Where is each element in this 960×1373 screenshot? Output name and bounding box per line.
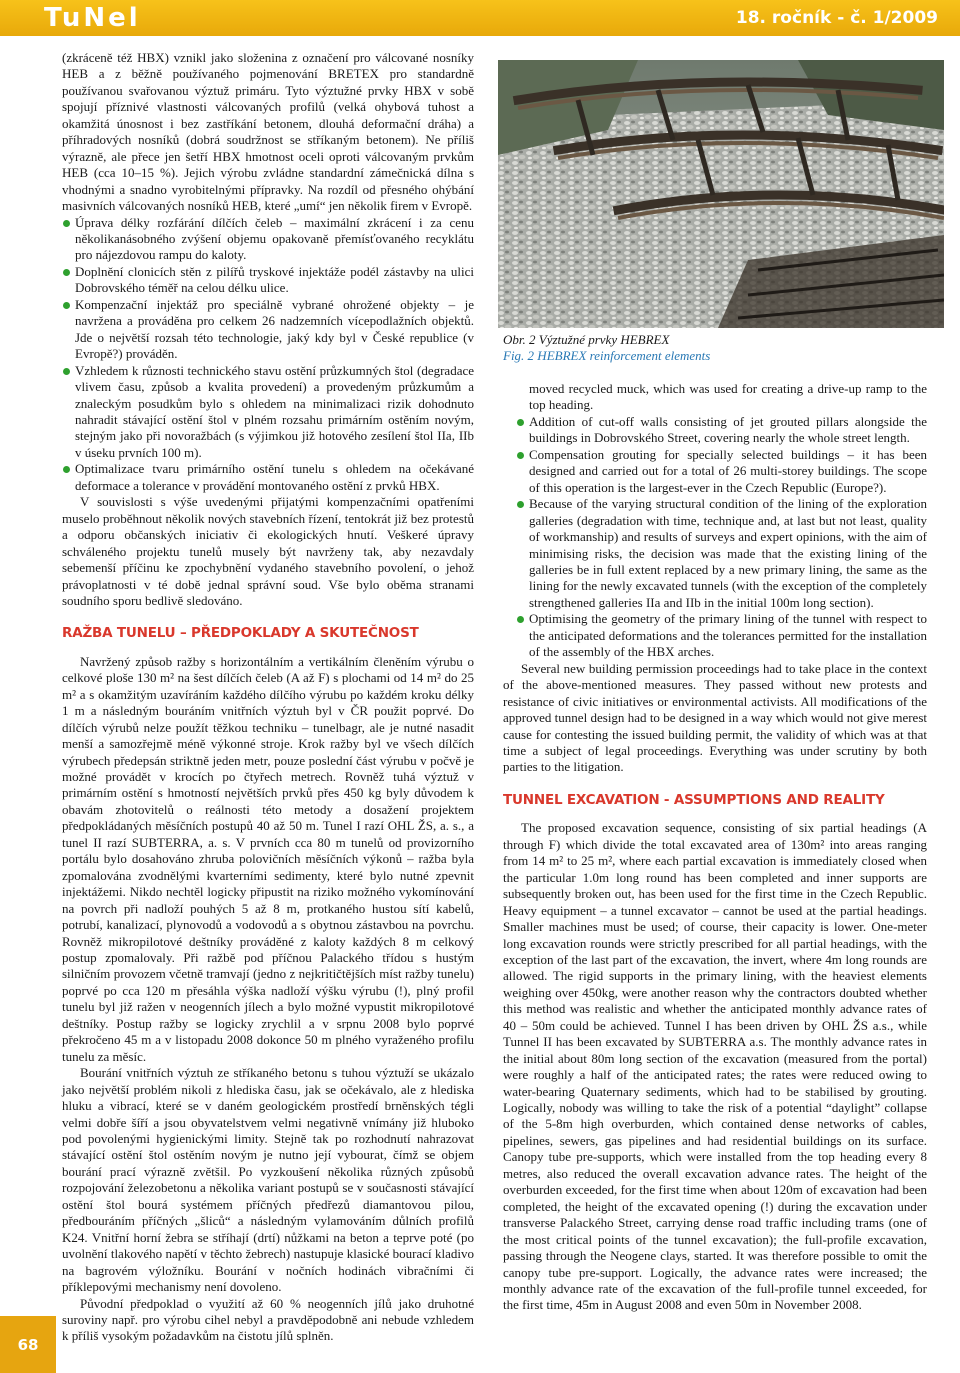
- right-paragraph: The proposed excavation sequence, consisting of six partial headings (A through F) which divide the total excavated area of 130m² into areas ranging from 14 m² to 25 m², where each partial excavation is immediately closed when the particular 1.0m long round has been completed and inner supports are subsequently broken out, has been used for the first time in the Czech Republic. Heavy equipment – a tunnel excavator – cannot be used at the partial headings. Smaller machines must be used; of course, their capacity is lower. One-meter long excavation rounds were strictly prescribed for all partial headings, with the exception of the last part of the excavation, the invert, where 4m long rounds are allowed. The rigid supports in the primary lining, with the heaviest elements weighing over 450kg, were another reason why the contractors doubted whether this method was realistic and whether the anticipated monthly advance rates of 40 – 50m could be achieved. Tunnel I has been driven by OHL ŽS a.s., while Tunnel II has been excavated by SUBTERRA a.s. The monthly advance rates in the initial about 80m long section of the excavation (measured from the portal) were roughly a half of the anticipated rates; the rates were reduced owing to water-bearing Quaternary sediments, which had to be stabilised by grouting. Logically, nobody was willing to take the risk of a potential “daylight” collapse of the 5-8m high overburden, which contained dense networks of cables, pipelines, sewers, gas pipelines and had residential buildings on its surface. Canopy tube pre-supports, which were installed from the top heading every 8 metres, also reduced the overall excavation advance rates. The height of the overburden exceeded, for the first time when about 120m of excavation had been completed, the height of the excavated opening (!) during the excavation under transverse Palackého Street, carrying dense road traffic including trams (one of the most critical points of the tunnel excavation); the full-profile excavation, passing through the Neogene clays, started. It was therefore possible to omit the canopy tube pre-support. Logically, the advance rates were increased; the monthly advance rate of the excavation of the full-profile tunnel exceeded, for the first time, 45m in August 2008 and even 50m in November 2008.: [503, 820, 927, 1313]
- left-paragraph: Původní předpoklad o využití až 60 % neogenních jílů jako druhotné suroviny např. pro výrobu cihel nebyl a pravděpodobně ani nebude vzhledem k příliš vysokým požadavkům na čistotu jílů splněn.: [62, 1295, 474, 1344]
- left-paragraph: Bourání vnitřních výztuh ze stříkaného betonu s tuhou výztuží se ukázalo jako největší problém nikoli z hlediska času, jak se očekávalo, ale z hlediska hluku a vibrací, které se v daném geologickém prostředí brněnských tégli velmi dobře šíří a jsou obyvatelstvem velmi negativně vnímány již hluboko pod povolenými hygienickými limity. Stejně tak po rozhodnutí nahrazovat stávající ostění štol ostěním novým je nutno její vybourat, čímž se objem bourání prací výrazně zvětšil. Po vyzkoušení několika různých způsobů rozpojování železobetonu a několika variant postupů se v současnosti stávající ostění štol bourá systémem příčných předřezů diamantovou pilou, předbouráním příčných „šliců“ a následným vylamováním důlních profilů K24. Vnitřní horní žebra se stříhají (drtí) nůžkami na beton a teprve poté (po uvolnění tlakového napětí v těchto žebrech) nastupuje klasické bourací kladivo na bagrovém výložníku. Bourání v nočních hodinách vibračními či příklepovými mechanismy není dovoleno.: [62, 1065, 474, 1295]
- right-bullet-list: [503, 414, 927, 661]
- page-number: 68: [0, 1316, 56, 1373]
- right-continued-text: moved recycled muck, which was used for creating a drive-up ramp to the top heading.: [529, 381, 927, 413]
- right-paragraph: Several new building permission proceedings had to take place in the context of the above-mentioned measures. They passed without new protests and resistance of civic initiatives or environmental activists. All modifications of the approved tunnel design had to be designed in a way which would not give merest cause for contesting the issued building permit, the validity of which was at that time a subject of legal proceedings. Everything was under scrutiny by both parties to the litigation.: [503, 660, 927, 775]
- left-bullet-list: [62, 215, 474, 495]
- figure-caption: [503, 332, 710, 364]
- left-paragraph: Navržený způsob ražby s horizontálním a vertikálním členěním výrubu o celkové ploše 130 m² na šest dílčích čeleb (A až F) s plochami od 14 m² do 25 m² a s okamžitým uzavíráním každého dílčího výrubu po každém kroku délky 1 m a následným bouráním vnitřních výztuh byl v ČR použit poprvé. Do dílčích výrubů nelze použít těžkou techniku – tunelbagr, ale je nutné nasadit menší a samozřejmě méně výkonné stroje. Krok ražby byl ve všech dílčích výrubech předepsán striktně jeden metr, pouze poslední část výrubu v počvě je možné provádět v krocích po čtyřech metrech. Rovněž tuhá výztuž v primárním ostění s hmotností největších prvků přes 450 kg byly důvodem k obavám zhotovitelů o reálnosti této metody a dosažení projektem předpokládaných měsíčních postupů 40 až 50 m. Tunel I razí OHL ŽS, a. s., a tunel II razí SUBTERRA, a. s. V prvních cca 80 m tunelů od provizorního portálu bylo dosahováno zhruba polovičních měsíčních výkonů – ražba byla zpomalována zvodnělými kvarterními sedimenty, které bylo nutné zpevnit injektážemi. Nikdo nechtěl logicky připustit na riziko možného vykomínování na povrch při nadloží pouhých 5 až 8 m, protkaného hustou sítí kabelů, potrubí, kanalizací, plynovodů a vodovodů a s obytnou zástavbou na povrchu. Rovněž mikropilotové deštníky prováděné z kaloty každých 8 m celkový postup zpomalovaly. Při ražbě pod příčnou Palackého třídou s hustým silničním provozem včetně tramvají (jedno z nejkritičtějších míst ražby tunelu) poprvé po cca 120 m přesáhla výška nadloží výšku výrubu (!), plný profil tunelu byl již ražen v neogenních jílech a bylo možné vypustit mikropilotové deštníky. Postup ražby se logicky zrychlil a v srpnu 2008 bylo poprvé překročeno 45 m a v listopadu 2008 dokonce 50 m plného vyraženého profilu tunelu za měsíc.: [62, 653, 474, 1064]
- left-bullet-item: Doplnění clonicích stěn z pilířů tryskové injektáže podél zástavby na ulici Dobrovského téměř na celou délku ulice.: [62, 264, 474, 297]
- right-bullet-item: Optimising the geometry of the primary lining of the tunnel with respect to the anticipated deformations and the tolerances permitted for the installation of the assembly of the HBX arches.: [516, 611, 927, 660]
- left-intro-paragraph: (zkráceně též HBX) vznikl jako složenina z označení pro válcované nosníky HEB a z běžně používaného pojmenování BRETEX pro standardně používanou svařovanou výztuž primáru. Tyto výztužné prvky HBX v sobě spojují příznivé vlastnosti válcovaných profilů (velká ohybová tuhost a okamžitá únosnost i bez zastříkání betonem, dlouhá deformační dráha) a příhradových nosníků (dobrá soudržnost se stříkaným betonem). Ne příliš výrazně, ale přece jen šetří HBX hmotnost oceli oproti válcovaným prvkům HEB (cca 10–15 %). Jejich výrobu zvládne standardní zámečnická dílna s vhodnými a snadno vyrobitelnými přípravky. Na rozdíl od přesného ohýbání masivních válcovaných nosníků HEB, které „umí“ jen několik firem v Evropě.: [62, 50, 474, 214]
- hebrex-photo-graphic: [498, 60, 944, 328]
- left-bullet-item: Kompenzační injektáž pro speciálně vybrané ohrožené objekty – je navržena a prováděna pro celkem 26 nadzemních vícepodlažních objektů. Jde o největší rozsah této technologie, jaký kdy byl v České republice (v Evropě?) prováděn.: [62, 297, 474, 363]
- caption-cz: Obr. 2 Výztužné prvky HEBREX: [503, 332, 670, 347]
- left-bullet-item: Vzhledem k různosti technického stavu ostění průzkumných štol (degradace vlivem času, způsob a kvalita provedení) a provedeným průzkumům a znaleckým posudkům bylo s ohledem na minimalizaci rizik dohodnuto nahradit stávající ostění štol v plném rozsahu primárním ostěním novým, stejným jako při novoražbách (s výjimkou již hotového zesílení štol IIa, IIb v úseku prvních 100 m).: [62, 363, 474, 462]
- caption-en: Fig. 2 HEBREX reinforcement elements: [503, 348, 711, 363]
- right-bullet-item: Because of the varying structural condition of the lining of the exploration galleries (degradation with time, technique and, at last but not least, quality of workmanship) and results of surveys and expert opinions, with the aim of minimising risks, the decision was made that the existing lining of the galleries be in full extent replaced by a new primary lining, the same as the lining for the newly excavated tunnels (with the exception of the completely strengthened galleries IIa and IIb in the initial 100m long section).: [516, 496, 927, 611]
- right-column: [503, 381, 927, 1314]
- section-heading-cz: RAŽBA TUNELU – PŘEDPOKLADY A SKUTEČNOST: [62, 625, 419, 642]
- header-bar: [0, 0, 960, 36]
- left-paragraph: V souvislosti s výše uvedenými přijatými kompenzačními opatřeními muselo proběhnout několik nových stavebních řízení, tentokrát již bez protestů a odporu občanských iniciativ či ekologických hnutí. Veškeré úpravy schváleného projektu tunelů musely být navrženy tak, aby nezavdaly sebemenší příčinu ke zpochybnění vydaného stavebního povolení, o jehož právoplatnosti v té době jednal správní soud. Vše bylo oběma stranami soudního sporu bedlivě sledováno.: [62, 494, 474, 608]
- left-bullet-item: Optimalizace tvaru primárního ostění tunelu s ohledem na očekávané deformace a tolerance v provádění montovaného ostění z prvků HBX.: [62, 461, 474, 494]
- issue-label: 18. ročník - č. 1/2009: [735, 8, 938, 28]
- right-bullet-item: Compensation grouting for specially selected buildings – it has been designed and carried out for a total of 26 multi-storey buildings. The scope of this operation is the largest-ever in the Czech Republic (Europe?).: [516, 447, 927, 496]
- right-bullet-item: Addition of cut-off walls consisting of jet grouted pillars alongside the buildings in Dobrovského Street, covering nearly the whole street length.: [516, 414, 927, 447]
- hebrex-photo: [498, 60, 944, 328]
- journal-logo: TuNel: [44, 3, 141, 33]
- left-bullet-item: Úprava délky rozfárání dílčích čeleb – maximální zkrácení i za cenu několikanásobného zvýšení objemu opakovaně přemísťovaného recyklátu pro nájezdovou rampu do kaloty.: [62, 215, 474, 264]
- left-column: [62, 50, 474, 1345]
- section-heading-en: TUNNEL EXCAVATION - ASSUMPTIONS AND REALITY: [503, 791, 885, 808]
